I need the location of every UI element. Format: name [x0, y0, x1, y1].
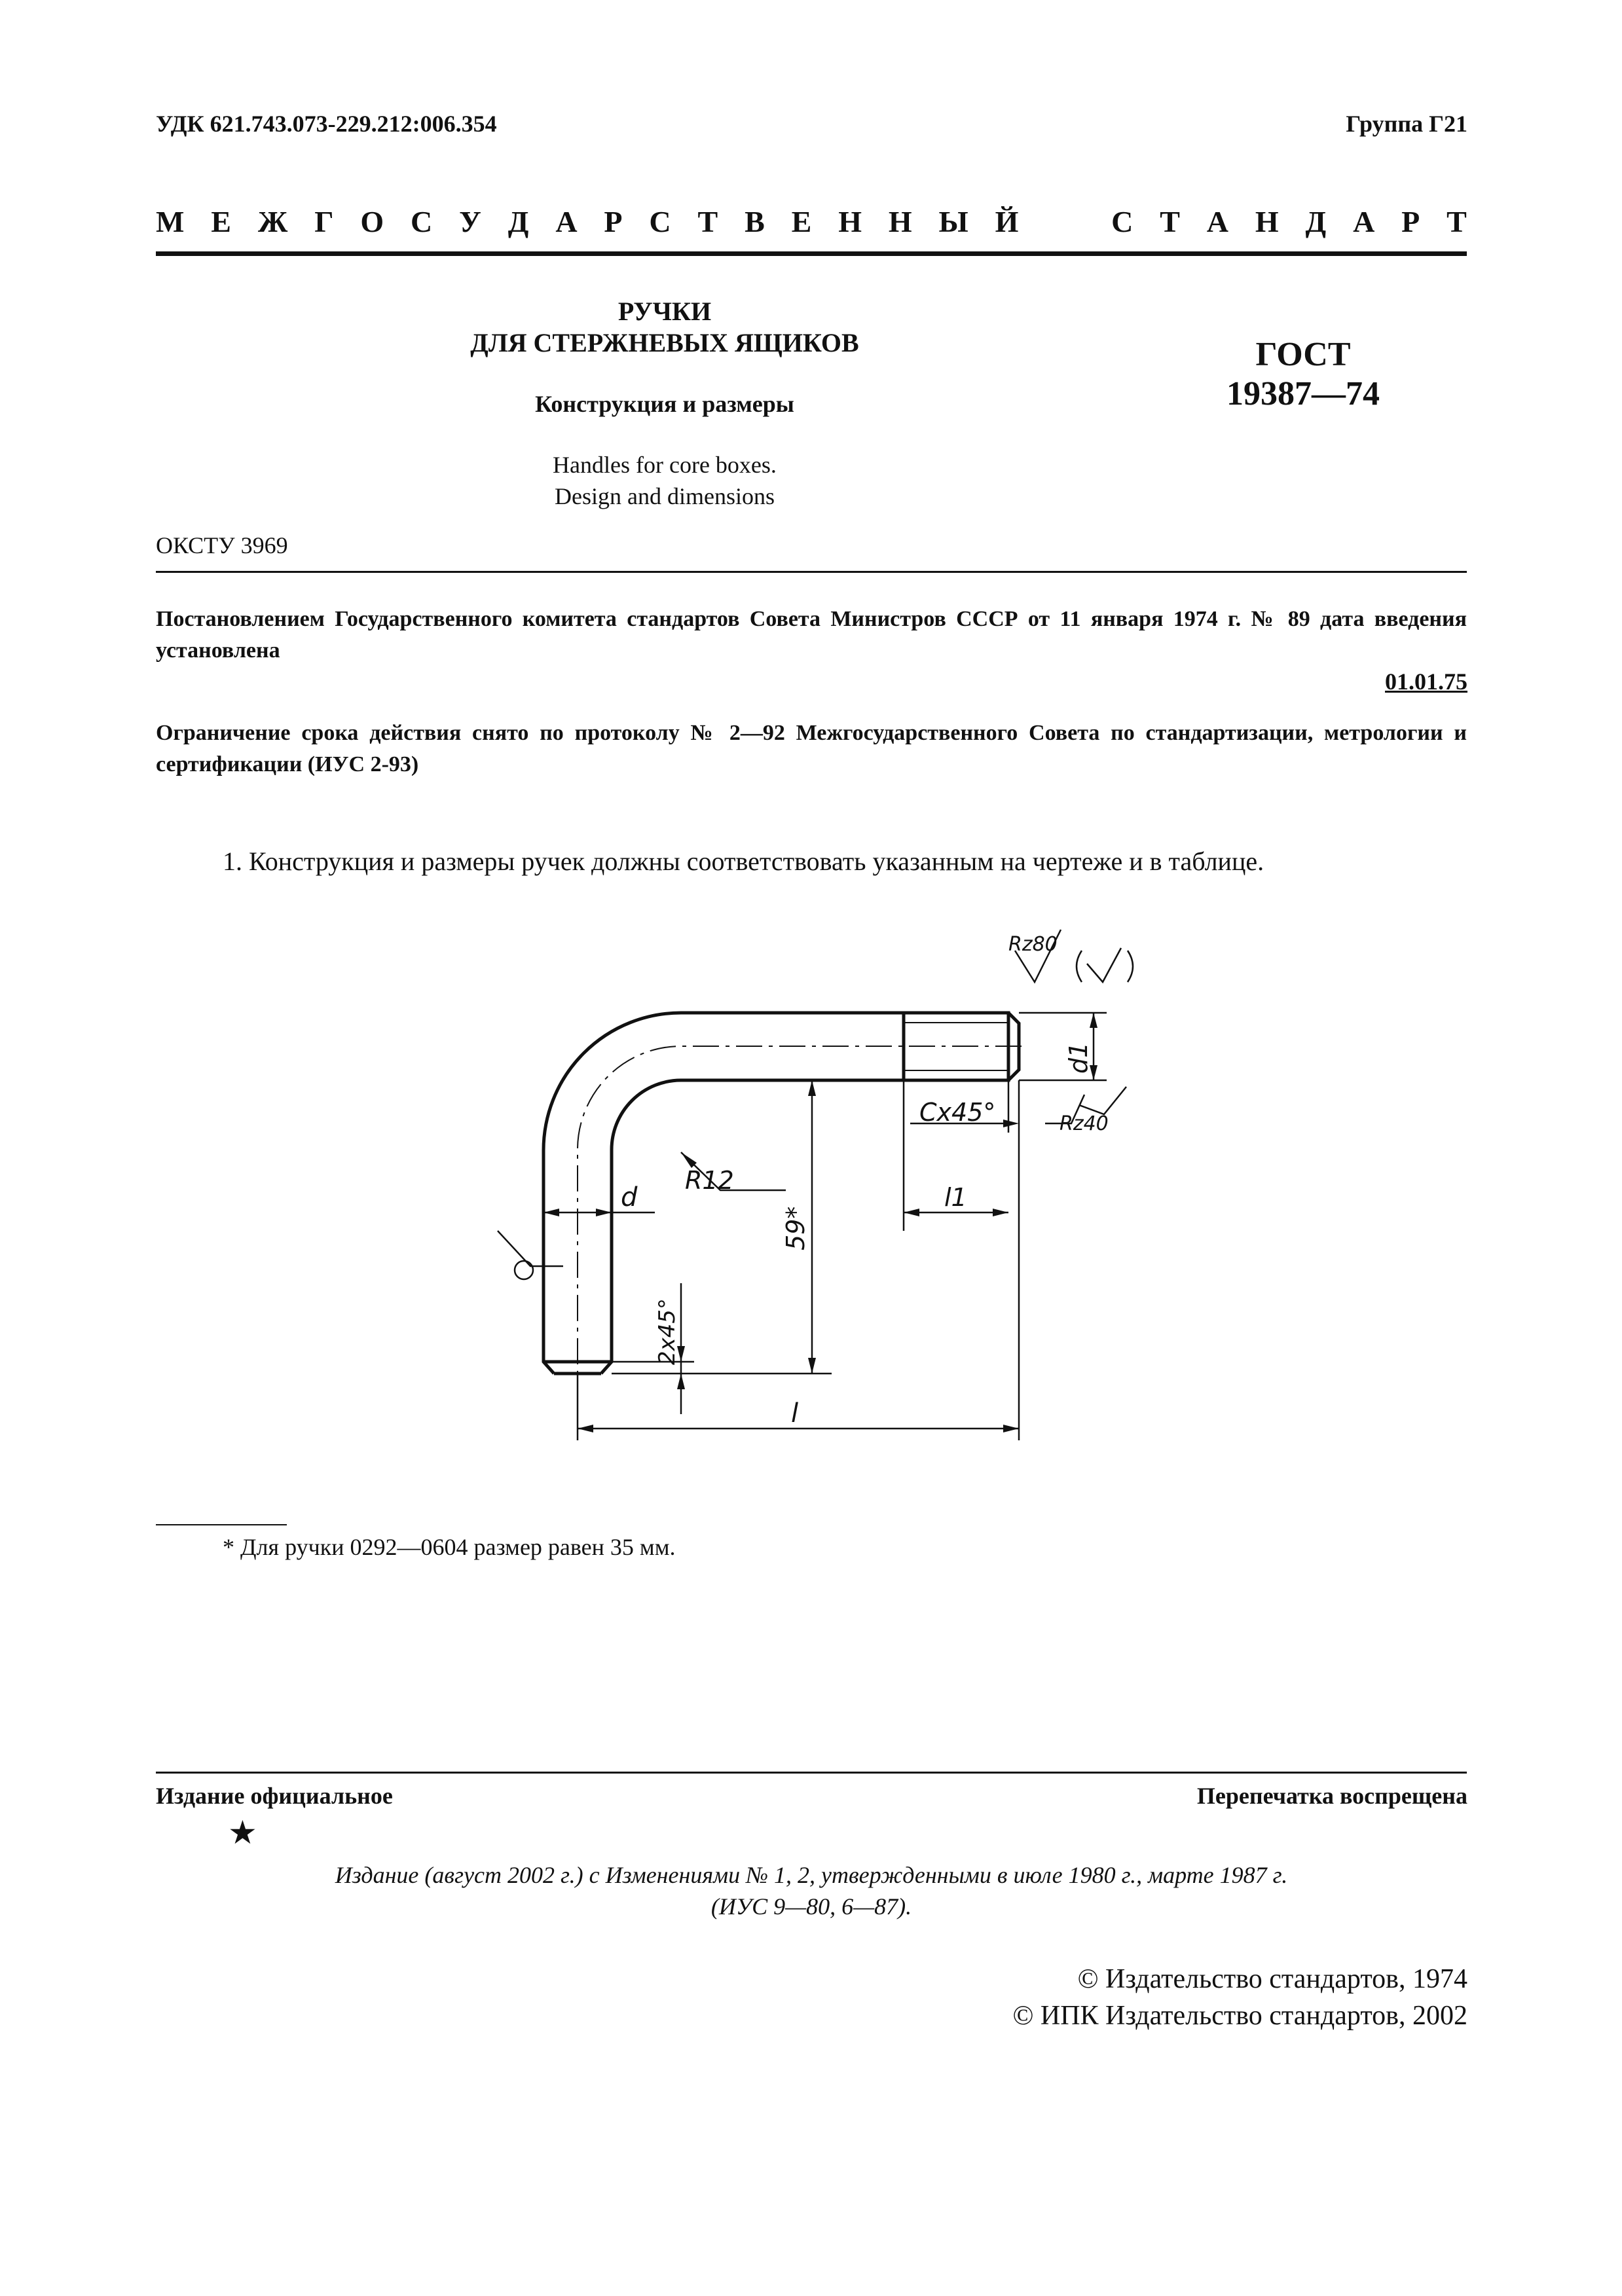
- heading-letter: А: [1353, 205, 1375, 238]
- edition-line1: Издание (август 2002 г.) с Изменениями № 1, 2, утвержденными в июле 1980 г., марте 1987 г.: [335, 1862, 1288, 1888]
- chamfer-2x45-label: 2x45°: [654, 1298, 680, 1365]
- heading-letter: Й: [995, 205, 1019, 238]
- doc-title-line2: ДЛЯ СТЕРЖНЕВЫХ ЯЩИКОВ: [470, 328, 859, 357]
- copyright-2002: © ИПК Издательство стандартов, 2002: [1012, 2001, 1467, 2031]
- doc-subtitle: Конструкция и размеры: [535, 391, 794, 417]
- heading-letter: Н: [888, 205, 912, 238]
- heading-letter: С: [411, 205, 433, 238]
- dim-l-label: l: [791, 1398, 799, 1429]
- heading-letter: Е: [211, 205, 231, 238]
- decree-paragraph: Постановлением Государственного комитета стандартов Совета Министров СССР от 11 января 1974 г. № 89 дата введения установлена: [156, 607, 1467, 663]
- handle-inner-contour: [601, 1080, 904, 1374]
- copyright-1974: © Издательство стандартов, 1974: [1077, 1964, 1467, 1994]
- radius-label: R12: [685, 1166, 734, 1195]
- udk-code: УДК 621.743.073-229.212:006.354: [156, 111, 497, 137]
- edition-note: [156, 1859, 1467, 1922]
- heading-letter: В: [745, 205, 765, 238]
- heading-letter: О: [360, 205, 384, 238]
- heading-letter: М: [156, 205, 185, 238]
- gost-number: 19387—74: [1226, 375, 1380, 412]
- en-title-line2: Design and dimensions: [555, 483, 775, 509]
- star-icon: ★: [228, 1813, 257, 1851]
- introduction-date: 01.01.75: [1385, 668, 1467, 695]
- heading-letter: Ж: [257, 205, 288, 238]
- heading-letter: Т: [1160, 205, 1180, 238]
- heading-letter: А: [555, 205, 578, 238]
- clause-1: 1. Конструкция и размеры ручек должны соответствовать указанным на чертеже и в таблице.: [223, 847, 1264, 876]
- heading-letter: Т: [1447, 205, 1467, 238]
- doc-title-line1: РУЧКИ: [617, 297, 712, 326]
- roughness-rz40-label: Rz40: [1060, 1112, 1109, 1135]
- heading-letter: А: [1206, 205, 1228, 238]
- chamfer-c-label: Cx45°: [919, 1098, 996, 1127]
- heading-letter: Ы: [938, 205, 968, 238]
- footnote: * Для ручки 0292—0604 размер равен 35 мм.: [223, 1534, 676, 1560]
- heading-letter: Г: [314, 205, 334, 238]
- heading-letter: Р: [1401, 205, 1420, 238]
- heading-letter: Т: [697, 205, 718, 238]
- heading-letter: Д: [1305, 205, 1327, 238]
- okstu-code: ОКСТУ 3969: [156, 532, 288, 558]
- heading-letter: Н: [838, 205, 862, 238]
- no-reprint-label: Перепечатка воспрещена: [1196, 1783, 1467, 1809]
- roughness-rz80-label: Rz80: [1008, 933, 1058, 956]
- heading-letter: Р: [604, 205, 623, 238]
- gost-label: ГОСТ: [1255, 336, 1351, 373]
- limitation-paragraph: Ограничение срока действия снято по протоколу № 2—92 Межгосударственного Совета по стандартизации, метрологии и сертификации (ИУС 2-93): [156, 721, 1467, 776]
- dim-d1-label: d1: [1064, 1042, 1093, 1074]
- heading-letter: С: [1111, 205, 1134, 238]
- dim-d-label: d: [621, 1182, 638, 1212]
- en-title-line1: Handles for core boxes.: [553, 452, 777, 478]
- heading-letter: У: [459, 205, 481, 238]
- dim-59-label: 59*: [781, 1206, 810, 1250]
- heading-letter: Н: [1255, 205, 1279, 238]
- edition-line2: (ИУС 9—80, 6—87).: [710, 1893, 912, 1920]
- dim-l1-label: l1: [944, 1183, 967, 1212]
- heading-letter: Е: [791, 205, 812, 238]
- heading-letter: С: [649, 205, 671, 238]
- footer-rule: [156, 1772, 1467, 1774]
- footnote-rule: [156, 1524, 287, 1525]
- group-code: Группа Г21: [1346, 111, 1467, 137]
- official-edition-label: Издание официальное: [156, 1783, 393, 1809]
- heading-letter: Д: [507, 205, 529, 238]
